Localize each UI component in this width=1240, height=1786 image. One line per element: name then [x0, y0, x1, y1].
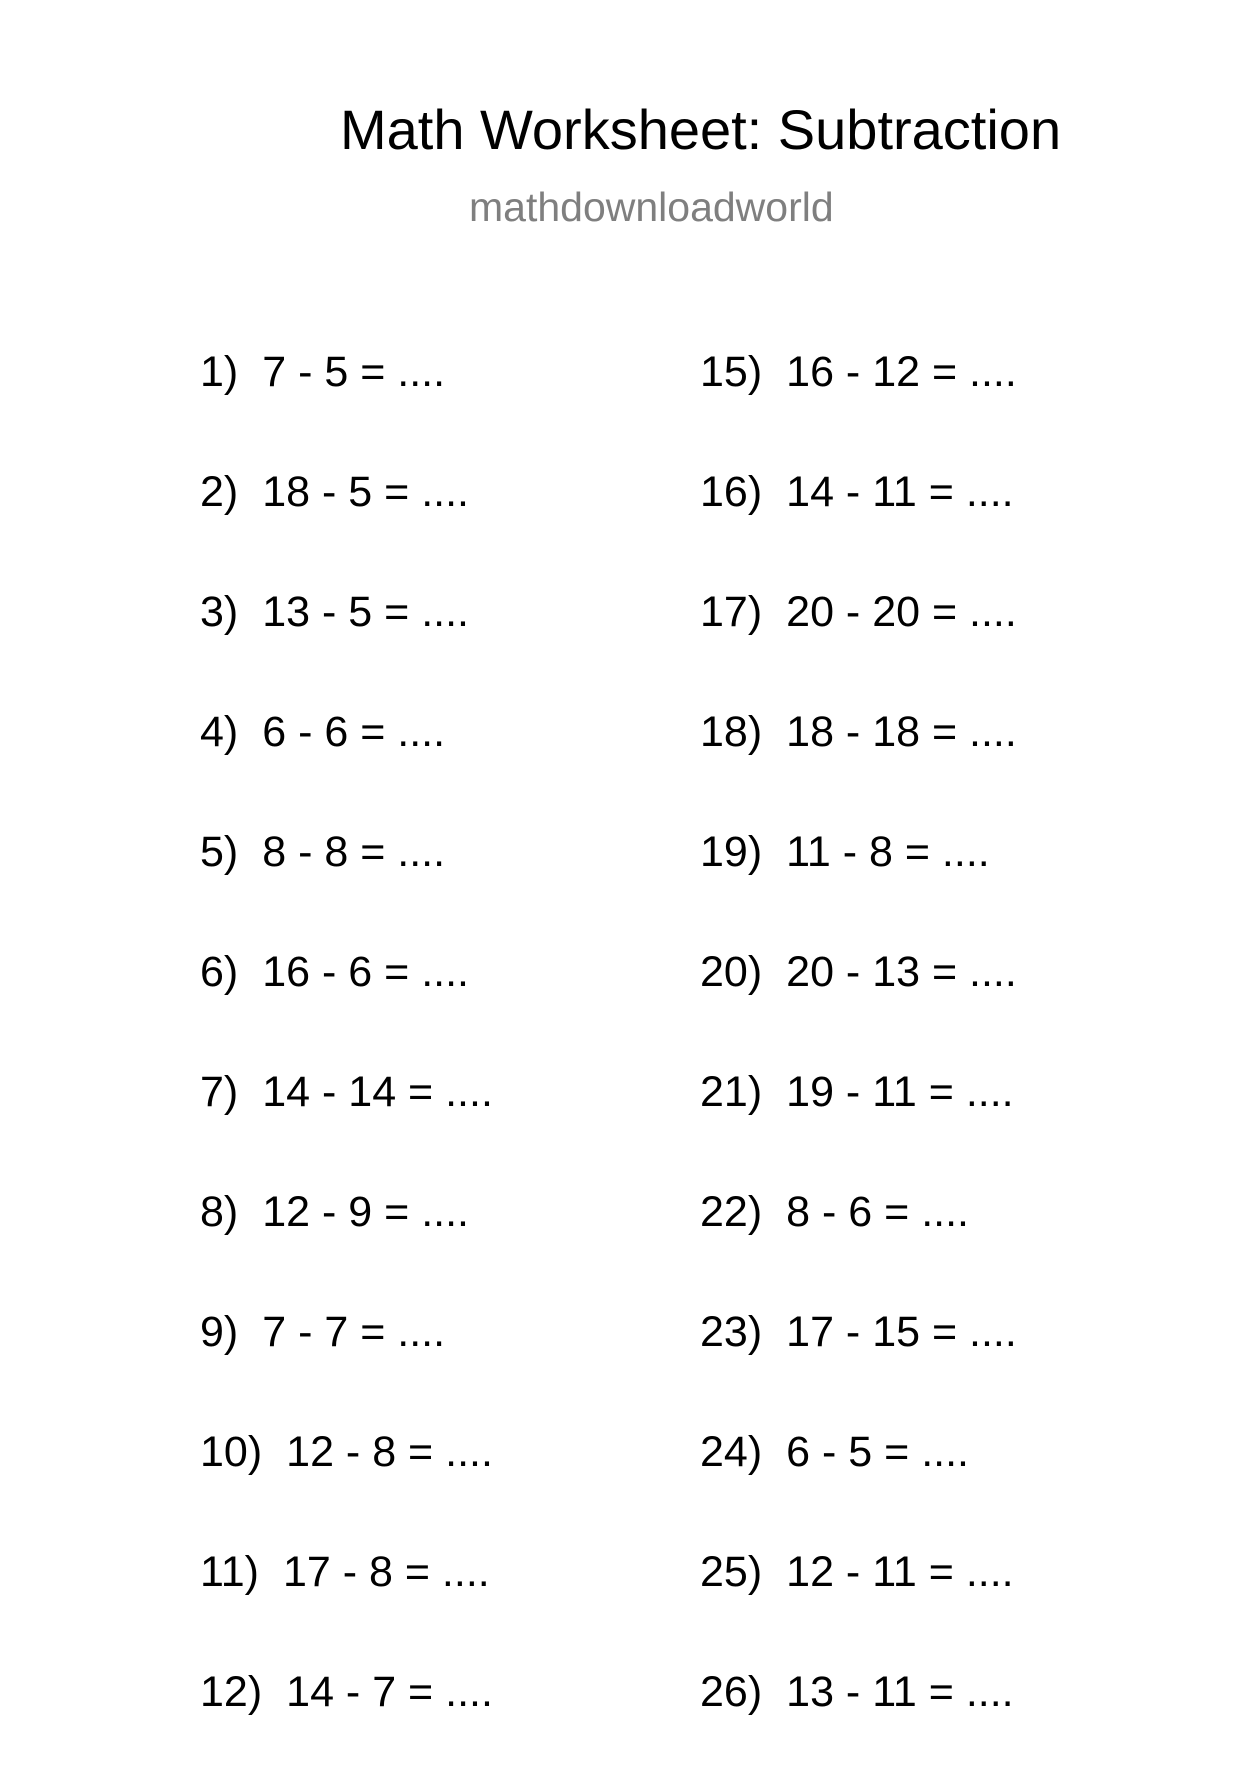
problem-number: 19): [700, 828, 763, 876]
problem-expression: 19 - 11 = ....: [786, 1068, 1014, 1116]
problem-number: 21): [700, 1068, 763, 1116]
problem-number: 4): [200, 708, 239, 756]
problem-column-right: [700, 346, 1017, 1786]
problem-expression: 20 - 20 = ....: [786, 588, 1017, 636]
problem-expression: 6 - 5 = ....: [786, 1428, 969, 1476]
problem-number: 5): [200, 828, 239, 876]
problem-item: [700, 1186, 1017, 1306]
problem-item: [200, 706, 493, 826]
problem-item: [700, 1666, 1017, 1786]
problem-number: 11): [200, 1548, 259, 1596]
problem-number: 8): [200, 1188, 239, 1236]
problem-expression: 13 - 11 = ....: [786, 1668, 1014, 1716]
problem-expression: 16 - 12 = ....: [786, 348, 1017, 396]
problem-item: [700, 1546, 1017, 1666]
problem-item: [700, 346, 1017, 466]
problem-item: [200, 1426, 493, 1546]
problem-item: [200, 1306, 493, 1426]
problem-expression: 14 - 14 = ....: [262, 1068, 493, 1116]
problem-number: 24): [700, 1428, 763, 1476]
problem-item: [200, 1186, 493, 1306]
problem-item: [200, 826, 493, 946]
problem-expression: 12 - 11 = ....: [786, 1548, 1014, 1596]
problem-expression: 12 - 9 = ....: [262, 1188, 469, 1236]
problem-item: [700, 1066, 1017, 1186]
problem-item: [700, 706, 1017, 826]
problem-expression: 18 - 5 = ....: [262, 468, 469, 516]
problem-number: 23): [700, 1308, 763, 1356]
problem-number: 15): [700, 348, 763, 396]
problem-number: 2): [200, 468, 239, 516]
problem-number: 22): [700, 1188, 763, 1236]
problem-expression: 8 - 6 = ....: [786, 1188, 969, 1236]
problem-item: [200, 466, 493, 586]
problem-expression: 13 - 5 = ....: [262, 588, 469, 636]
problem-number: 20): [700, 948, 763, 996]
problem-expression: 16 - 6 = ....: [262, 948, 469, 996]
problem-item: [200, 946, 493, 1066]
problem-number: 10): [200, 1428, 263, 1476]
problem-item: [200, 1066, 493, 1186]
problem-number: 1): [200, 348, 239, 396]
problem-number: 18): [700, 708, 763, 756]
problem-item: [700, 586, 1017, 706]
problem-number: 25): [700, 1548, 763, 1596]
problem-number: 26): [700, 1668, 763, 1716]
problem-item: [700, 1426, 1017, 1546]
problem-expression: 18 - 18 = ....: [786, 708, 1017, 756]
problem-expression: 7 - 7 = ....: [262, 1308, 446, 1356]
problem-item: [200, 1666, 493, 1786]
problem-expression: 14 - 7 = ....: [286, 1668, 493, 1716]
problem-number: 9): [200, 1308, 239, 1356]
problem-expression: 12 - 8 = ....: [286, 1428, 493, 1476]
problem-item: [700, 466, 1017, 586]
problem-item: [200, 586, 493, 706]
problem-expression: 6 - 6 = ....: [262, 708, 446, 756]
page-title: Math Worksheet: Subtraction: [340, 98, 1062, 161]
problem-number: 7): [200, 1068, 239, 1116]
problem-item: [700, 946, 1017, 1066]
problem-item: [700, 1306, 1017, 1426]
problem-column-left: [200, 346, 493, 1786]
problem-expression: 14 - 11 = ....: [786, 468, 1014, 516]
problem-number: 16): [700, 468, 763, 516]
problem-number: 12): [200, 1668, 263, 1716]
problem-number: 6): [200, 948, 239, 996]
problem-expression: 17 - 8 = ....: [282, 1548, 490, 1596]
problem-number: 3): [200, 588, 239, 636]
problem-expression: 11 - 8 = ....: [786, 828, 990, 876]
problem-expression: 7 - 5 = ....: [262, 348, 446, 396]
problem-expression: 8 - 8 = ....: [262, 828, 446, 876]
problem-expression: 20 - 13 = ....: [786, 948, 1017, 996]
problem-item: [200, 346, 493, 466]
page-subtitle: mathdownloadworld: [469, 184, 834, 230]
problem-expression: 17 - 15 = ....: [786, 1308, 1017, 1356]
problem-number: 17): [700, 588, 763, 636]
problem-item: [700, 826, 1017, 946]
problem-item: [200, 1546, 493, 1666]
